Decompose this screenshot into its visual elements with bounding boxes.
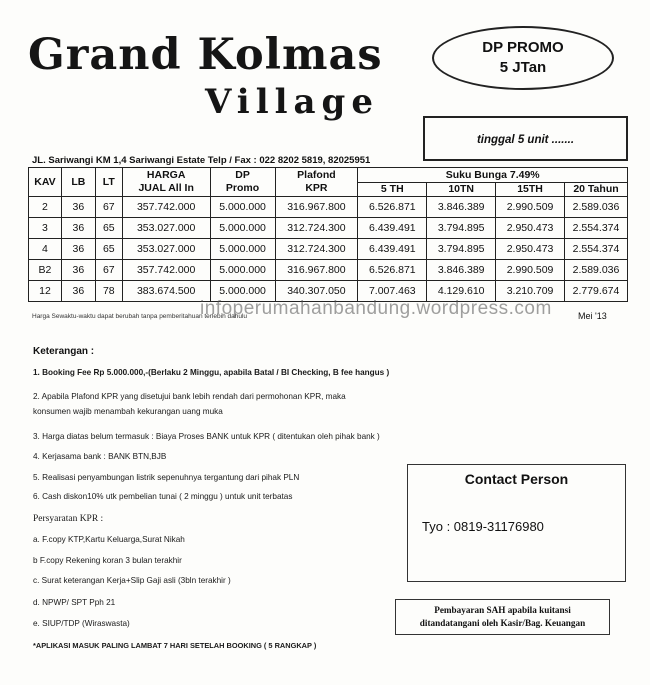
cell-dp: 5.000.000: [210, 260, 275, 281]
header-kav: KAV: [29, 168, 62, 197]
cell-20th: 2.554.374: [564, 239, 627, 260]
cell-harga: 357.742.000: [122, 197, 210, 218]
header-suku-bunga: Suku Bunga 7.49%: [358, 168, 628, 183]
cell-15th: 3.210.709: [496, 281, 565, 302]
requirement-c: c. Surat keterangan Kerja+Slip Gaji asli (3bln terakhir ): [33, 576, 231, 585]
contact-title: Contact Person: [464, 471, 569, 487]
requirement-e: e. SIUP/TDP (Wiraswasta): [33, 619, 130, 628]
cell-20th: 2.589.036: [564, 197, 627, 218]
table-row: [29, 260, 628, 281]
cell-harga: 353.027.000: [122, 218, 210, 239]
cell-lb: 36: [61, 260, 95, 281]
cell-harga: 383.674.500: [122, 281, 210, 302]
header-harga-line1: HARGA: [146, 169, 186, 181]
header-plafond-line2: KPR: [305, 182, 328, 194]
header-plafond-line1: Plafond: [297, 169, 336, 181]
cell-20th: 2.554.374: [564, 218, 627, 239]
notes-title: Keterangan :: [33, 346, 95, 357]
cell-lt: 65: [95, 239, 122, 260]
header-15th: 15TH: [496, 183, 565, 197]
cell-10th: 4.129.610: [427, 281, 496, 302]
stock-remaining-box: tinggal 5 unit .......: [423, 116, 628, 161]
requirements-title: Persyaratan KPR :: [33, 514, 104, 524]
requirement-a: a. F.copy KTP,Kartu Keluarga,Surat Nikah: [33, 535, 185, 544]
cell-dp: 5.000.000: [210, 197, 275, 218]
header-harga-line2: JUAL All In: [138, 182, 194, 194]
watermark-url: infoperumahanbandung.wordpress.com: [200, 298, 552, 319]
cell-kav: 12: [29, 281, 62, 302]
date-label: Mei '13: [578, 311, 607, 321]
cell-10th: 3.794.895: [427, 218, 496, 239]
cell-5th: 6.439.491: [358, 218, 427, 239]
dp-promo-badge: [432, 26, 614, 90]
cell-10th: 3.846.389: [427, 260, 496, 281]
cell-lt: 65: [95, 218, 122, 239]
promo-line-2: 5 JTan: [499, 59, 547, 76]
cell-20th: 2.589.036: [564, 260, 627, 281]
cell-lt: 67: [95, 260, 122, 281]
payment-line-2: ditandatangani oleh Kasir/Bag. Keuangan: [419, 618, 586, 628]
header-20th: 20 Tahun: [564, 183, 627, 197]
cell-dp: 5.000.000: [210, 239, 275, 260]
note-4: 4. Kerjasama bank : BANK BTN,BJB: [33, 452, 167, 461]
cell-5th: 7.007.463: [358, 281, 427, 302]
payment-notice-box: [395, 599, 610, 635]
title-village: Village: [205, 82, 379, 122]
cell-lt: 67: [95, 197, 122, 218]
cell-harga: 353.027.000: [122, 239, 210, 260]
requirement-d: d. NPWP/ SPT Pph 21: [33, 598, 116, 607]
cell-plafond: 312.724.300: [275, 239, 358, 260]
note-6: 6. Cash diskon10% utk pembelian tunai ( 2 minggu ) untuk unit terbatas: [33, 492, 293, 501]
cell-lb: 36: [61, 239, 95, 260]
header-dp: [210, 168, 275, 197]
price-change-footnote: Harga Sewaktu-waktu dapat berubah tanpa pemberitahuan terlebih dahulu: [32, 313, 248, 320]
requirement-b: b F.copy Rekening koran 3 bulan terakhir: [33, 556, 182, 565]
cell-plafond: 316.967.800: [275, 260, 358, 281]
cell-5th: 6.439.491: [358, 239, 427, 260]
application-deadline-note: *APLIKASI MASUK PALING LAMBAT 7 HARI SETELAH BOOKING ( 5 RANGKAP ): [33, 641, 317, 650]
table-row: [29, 239, 628, 260]
header-lt: LT: [95, 168, 122, 197]
cell-plafond: 340.307.050: [275, 281, 358, 302]
header-dp-line1: DP: [235, 169, 250, 181]
cell-harga: 357.742.000: [122, 260, 210, 281]
cell-lt: 78: [95, 281, 122, 302]
promo-line-1: DP PROMO: [482, 39, 564, 56]
cell-kav: 2: [29, 197, 62, 218]
contact-phone: Tyo : 0819-31176980: [422, 519, 544, 534]
cell-15th: 2.950.473: [496, 239, 565, 260]
note-5: 5. Realisasi penyambungan listrik sepenuhnya tergantung dari pihak PLN: [33, 473, 300, 482]
header-dp-line2: Promo: [225, 182, 260, 194]
cell-10th: 3.794.895: [427, 239, 496, 260]
cell-15th: 2.990.509: [496, 260, 565, 281]
header-10th: 10TN: [427, 183, 496, 197]
cell-lb: 36: [61, 281, 95, 302]
contact-person-box: [407, 464, 626, 582]
cell-5th: 6.526.871: [358, 260, 427, 281]
table-row: [29, 197, 628, 218]
price-table: [28, 167, 628, 302]
cell-15th: 2.950.473: [496, 218, 565, 239]
cell-5th: 6.526.871: [358, 197, 427, 218]
cell-15th: 2.990.509: [496, 197, 565, 218]
header-5th: 5 TH: [358, 183, 427, 197]
cell-plafond: 312.724.300: [275, 218, 358, 239]
cell-kav: B2: [29, 260, 62, 281]
header-harga: [122, 168, 210, 197]
table-row: [29, 218, 628, 239]
cell-plafond: 316.967.800: [275, 197, 358, 218]
cell-dp: 5.000.000: [210, 218, 275, 239]
note-3: 3. Harga diatas belum termasuk : Biaya Proses BANK untuk KPR ( ditentukan oleh pihak bank ): [33, 432, 380, 441]
note-1: 1. Booking Fee Rp 5.000.000,-(Berlaku 2 Minggu, apabila Batal / BI Checking, B fee hangus ): [33, 368, 390, 377]
payment-line-1: Pembayaran SAH apabila kuitansi: [434, 605, 571, 615]
cell-lb: 36: [61, 218, 95, 239]
cell-kav: 3: [29, 218, 62, 239]
cell-20th: 2.779.674: [564, 281, 627, 302]
note-2b: konsumen wajib menambah kekurangan uang muka: [33, 407, 223, 416]
note-2a: 2. Apabila Plafond KPR yang disetujui bank lebih rendah dari permohonan KPR, maka: [33, 392, 346, 401]
cell-10th: 3.846.389: [427, 197, 496, 218]
address-line: JL. Sariwangi KM 1,4 Sariwangi Estate Telp / Fax : 022 8202 5819, 82025951: [32, 155, 371, 166]
header-lb: LB: [61, 168, 95, 197]
cell-dp: 5.000.000: [210, 281, 275, 302]
header-plafond: [275, 168, 358, 197]
cell-kav: 4: [29, 239, 62, 260]
cell-lb: 36: [61, 197, 95, 218]
title-grand-kolmas: Grand Kolmas: [28, 30, 383, 80]
